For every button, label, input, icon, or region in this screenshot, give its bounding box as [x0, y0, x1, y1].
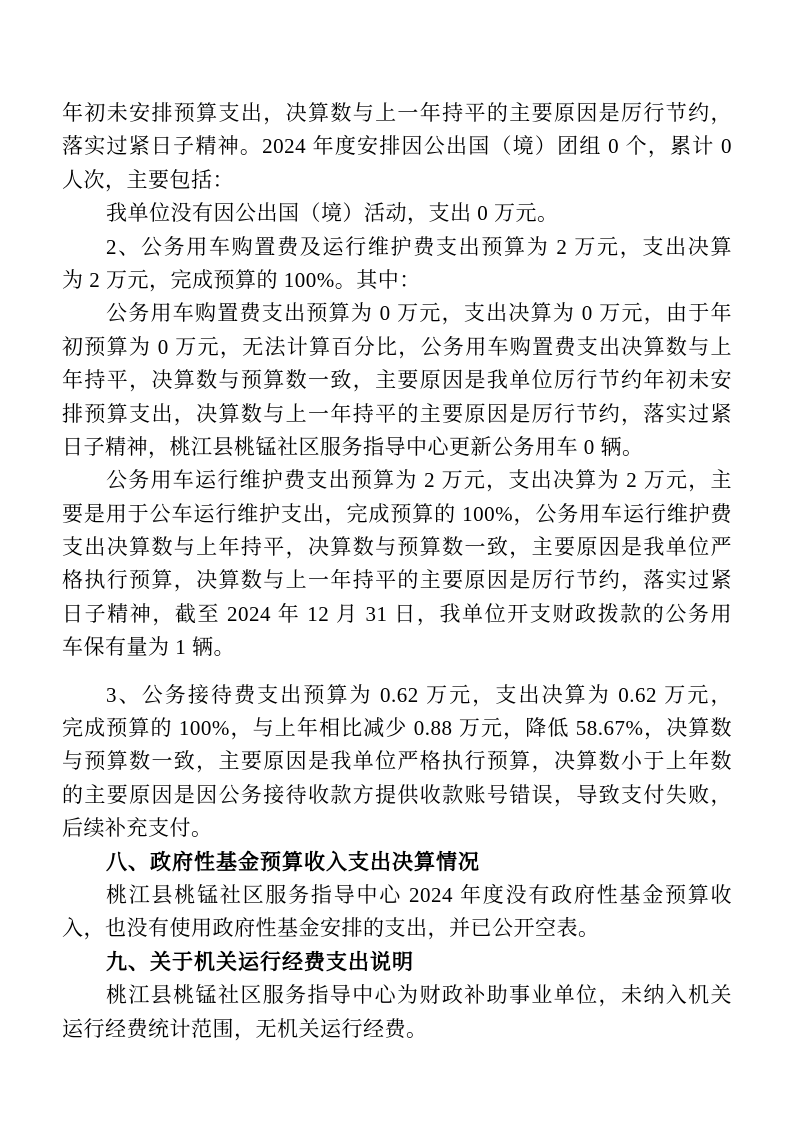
text-line: 2、公务用车购置费及运行维护费支出预算为 2 万元，支出决算 [106, 234, 732, 259]
text-line: 入，也没有使用政府性基金安排的支出，并已公开空表。 [62, 916, 600, 941]
section-heading [62, 946, 732, 979]
text-line: 运行经费统计范围，无机关运行经费。 [62, 1016, 428, 1041]
paragraph [62, 979, 732, 1046]
paragraph [62, 97, 732, 197]
text-line: 为 2 万元，完成预算的 100%。其中： [62, 267, 421, 292]
text-line: 日子精神，桃江县桃锰社区服务指导中心更新公务用车 0 辆。 [62, 434, 644, 459]
text-line: 完成预算的 100%，与上年相比减少 0.88 万元，降低 58.67%，决算数 [62, 716, 732, 741]
text-line: 初预算为 0 万元，无法计算百分比，公务用车购置费支出决算数与上 [62, 334, 732, 359]
text-line: 桃江县桃锰社区服务指导中心为财政补助事业单位，未纳入机关 [106, 983, 732, 1008]
text-line: 公务用车运行维护费支出预算为 2 万元，支出决算为 2 万元，主 [106, 468, 732, 493]
paragraph [62, 464, 732, 664]
paragraph [62, 679, 732, 846]
text-line: 公务用车购置费支出预算为 0 万元，支出决算为 0 万元，由于年 [106, 301, 732, 326]
text-line: 我单位没有因公出国（境）活动，支出 0 万元。 [106, 201, 559, 226]
text-line: 落实过紧日子精神。2024 年度安排因公出国（境）团组 0 个，累计 0 [62, 134, 732, 159]
text-line: 后续补充支付。 [62, 816, 213, 841]
text-line: 人次，主要包括： [62, 167, 234, 192]
text-line: 年持平，决算数与预算数一致，主要原因是我单位厉行节约年初未安 [62, 368, 732, 393]
document-body [62, 97, 732, 1046]
text-line: 要是用于公车运行维护支出，完成预算的 100%，公务用车运行维护费 [62, 501, 732, 526]
paragraph [62, 197, 732, 230]
text-line: 格执行预算，决算数与上一年持平的主要原因是厉行节约，落实过紧 [62, 568, 732, 593]
paragraph [62, 231, 732, 298]
text-line: 排预算支出，决算数与上一年持平的主要原因是厉行节约，落实过紧 [62, 401, 732, 426]
section-heading [62, 846, 732, 879]
text-line: 的主要原因是因公务接待收款方提供收款账号错误，导致支付失败， [62, 782, 732, 807]
text-line: 3、公务接待费支出预算为 0.62 万元，支出决算为 0.62 万元， [106, 682, 732, 707]
text-line: 八、政府性基金预算收入支出决算情况 [106, 849, 480, 874]
text-line: 支出决算数与上年持平，决算数与预算数一致，主要原因是我单位严 [62, 535, 732, 560]
text-line: 日子精神，截至 2024 年 12 月 31 日，我单位开支财政拨款的公务用 [62, 601, 732, 626]
paragraph [62, 879, 732, 946]
paragraph [62, 297, 732, 464]
text-line: 与预算数一致，主要原因是我单位严格执行预算，决算数小于上年数 [62, 749, 732, 774]
text-line: 桃江县桃锰社区服务指导中心 2024 年度没有政府性基金预算收 [106, 882, 732, 907]
text-line: 年初未安排预算支出，决算数与上一年持平的主要原因是厉行节约， [62, 101, 732, 125]
text-line: 九、关于机关运行经费支出说明 [106, 949, 414, 974]
paragraph-spacer [62, 665, 732, 679]
text-line: 车保有量为 1 辆。 [62, 635, 235, 660]
